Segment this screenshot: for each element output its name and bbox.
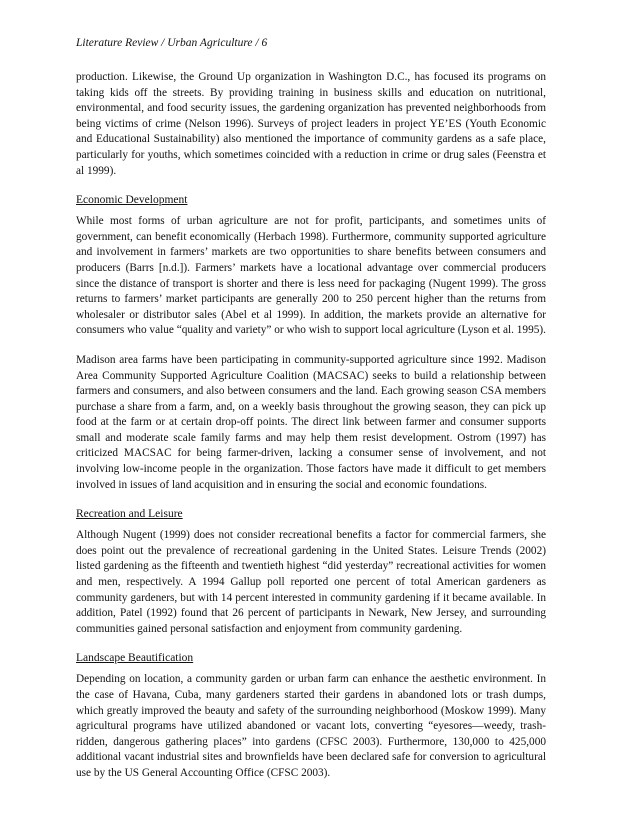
- running-header: Literature Review / Urban Agriculture / 6: [76, 37, 268, 49]
- section-economic-development: [76, 193, 546, 493]
- paragraph: Depending on location, a community garden or urban farm can enhance the aesthetic environment. In the case of Havana, Cuba, many gardeners started their gardens in abandoned lots or trash dumps, which greatly improved the beauty and safety of the surrounding neighborhood (Moskow 1999). Many agricultural programs have utilized abandoned or vacant lots, converting “eyesores—weedy, trash-ridden, dangerous gathering places” into gardens (CFSC 2003). Furthermore, 130,000 to 425,000 additional vacant industrial sites and brownfields have been declared safe for conversion to agricultural use by the US General Accounting Office (CFSC 2003).: [76, 673, 546, 779]
- paragraph: While most forms of urban agriculture are not for profit, participants, and sometimes units of government, can benefit economically (Herbach 1998). Furthermore, community supported agriculture and involvement in farmers’ markets are two opportunities to share benefits between consumers and producers (Barrs [n.d.]). Farmers’ markets have a locational advantage over commercial producers since the distance of transport is shorter and there is less need for packaging (Nugent 1999). The gross returns to farmers’ market participants are generally 200 to 250 percent higher than the returns from wholesaler or distributor sales (Abel et al 1999). In addition, the markets provide an alternative for consumers who value “quality and variety” or who wish to support local agriculture (Lyson et al. 1995).: [76, 215, 546, 337]
- section-landscape-beautification: [76, 651, 546, 781]
- intro-paragraph: production. Likewise, the Ground Up organization in Washington D.C., has focused its programs on taking kids off the streets. By providing training in business skills and education on nutritional, environmental, and food security issues, the gardening organization has prevented neighborhoods from being victims of crime (Nelson 1996). Surveys of project leaders in project YE’ES (Youth Economic and Educational Sustainability) also mentioned the importance of community gardens as a safe place, particularly for youths, which sometimes coincided with a reduction in crime or drug sales (Feenstra et al 1999).: [76, 71, 546, 177]
- section-heading: Economic Development: [76, 194, 188, 207]
- paragraph: Madison area farms have been participating in community-supported agriculture since 1992. Madison Area Community Supported Agriculture Coalition (MACSAC) seeks to build a relationship between farmers and consumers, and also between consumers and the land. Each growing season CSA members purchase a share from a farm, and, on a weekly basis throughout the growing season, they can pick up food at the farm or at certain drop-off points. The direct link between farmer and consumer supports small and moderate scale family farms and may help them resist development. Ostrom (1997) has criticized MACSAC for being farmer-driven, lacking a consumer sense of involvement, and not involving low-income people in the organization. Those factors have made it difficult to get members involved in issues of land acquisition and in ensuring the social and economic foundations.: [76, 353, 546, 491]
- section-heading: Landscape Beautification: [76, 652, 194, 665]
- section-recreation-and-leisure: [76, 507, 546, 637]
- section-heading: Recreation and Leisure: [76, 508, 183, 521]
- paragraph: Although Nugent (1999) does not consider recreational benefits a factor for commercial farmers, she does point out the prevalence of recreational gardening in the United States. Leisure Trends (2002) listed gardening as the fifteenth and twentieth highest “did yesterday” recreational activities for women and men, respectively. A 1994 Gallup poll reported one percent of total American gardeners as community gardeners, but with 14 percent interested in community gardening if it became available. In addition, Patel (1992) found that 26 percent of participants in Newark, New Jersey, and surrounding communities gained personal satisfaction and enjoyment from community gardening.: [76, 529, 546, 635]
